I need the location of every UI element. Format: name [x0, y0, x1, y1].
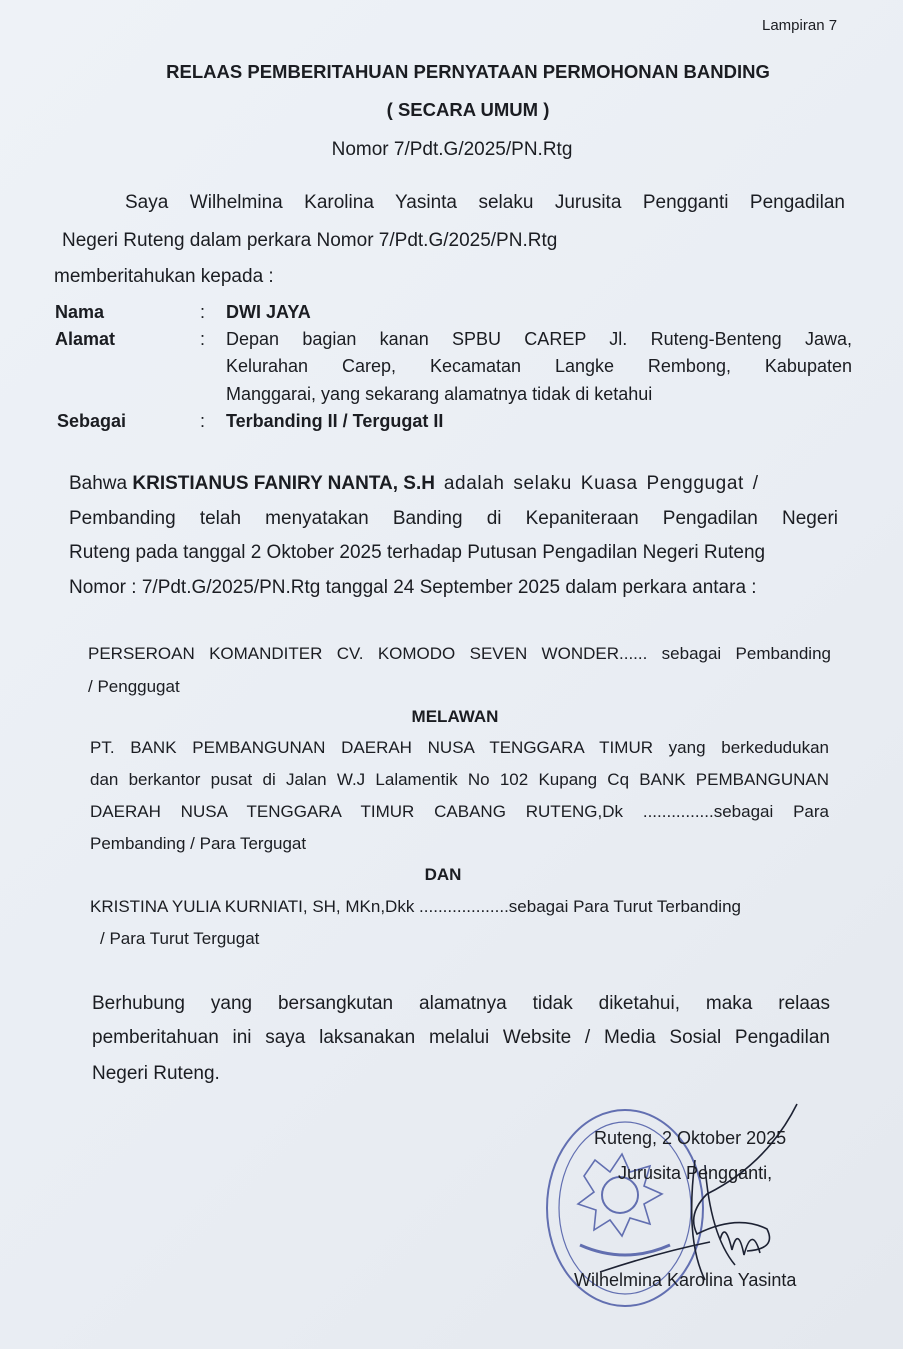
closing-line: Berhubung yang bersangkutan alamatnya tidak diketahui, maka relaas — [92, 994, 830, 1014]
party-line: / Penggugat — [88, 677, 180, 696]
attorney-name: KRISTIANUS FANIRY NANTA, S.H — [132, 473, 435, 494]
party-line: Pembanding / Para Tergugat — [90, 834, 307, 853]
signature-position: Jurusita Pengganti, — [618, 1163, 773, 1183]
document-title: RELAAS PEMBERITAHUAN PERNYATAAN PERMOHONAN BANDING — [166, 61, 770, 82]
body-text: adalah selaku Kuasa Penggugat / — [434, 473, 759, 494]
closing-line: Negeri Ruteng. — [92, 1063, 220, 1084]
party-line: / Para Turut Tergugat — [100, 929, 260, 948]
address-label: Alamat — [55, 329, 116, 349]
party-line: dan berkantor pusat di Jalan W.J Lalamentik No 102 Kupang Cq BANK PEMBANGUNAN — [90, 771, 829, 789]
intro-line: memberitahukan kepada : — [54, 266, 274, 287]
colon: : — [200, 329, 206, 349]
address-line: Manggarai, yang sekarang alamatnya tidak di ketahui — [226, 384, 653, 404]
document-number: Nomor 7/Pdt.G/2025/PN.Rtg — [331, 139, 573, 160]
body-line: Nomor : 7/Pdt.G/2025/PN.Rtg tanggal 24 September 2025 dalam perkara antara : — [69, 577, 757, 598]
body-line: Pembanding telah menyatakan Banding di Kepaniteraan Pengadilan Negeri — [69, 509, 838, 529]
address-line: Kelurahan Carep, Kecamatan Langke Rembong, Kabupaten — [226, 357, 852, 376]
recipient-role: Terbanding II / Tergugat II — [226, 411, 444, 431]
signature-place-date: Ruteng, 2 Oktober 2025 — [594, 1128, 787, 1148]
recipient-name: DWI JAYA — [226, 302, 311, 322]
body-text: Bahwa — [69, 473, 133, 494]
party-line: PT. BANK PEMBANGUNAN DAERAH NUSA TENGGARA TIMUR yang berkedudukan — [90, 739, 829, 757]
closing-line: pemberitahuan ini saya laksanakan melalui Website / Media Sosial Pengadilan — [92, 1028, 830, 1048]
role-label: Sebagai — [57, 411, 127, 431]
intro-line: Negeri Ruteng dalam perkara Nomor 7/Pdt.G/2025/PN.Rtg — [62, 230, 558, 251]
colon: : — [200, 411, 206, 431]
document-subtitle: ( SECARA UMUM ) — [386, 99, 550, 120]
name-label: Nama — [55, 302, 105, 322]
appendix-label: Lampiran 7 — [762, 17, 838, 34]
body-line: Ruteng pada tanggal 2 Oktober 2025 terhadap Putusan Pengadilan Negeri Ruteng — [69, 542, 766, 563]
party-line: KRISTINA YULIA KURNIATI, SH, MKn,Dkk ...................sebagai Para Turut Terbanding — [90, 897, 741, 916]
intro-line: Saya Wilhelmina Karolina Yasinta selaku Jurusita Pengganti Pengadilan — [125, 193, 845, 213]
party-line: PERSEROAN KOMANDITER CV. KOMODO SEVEN WONDER...... sebagai Pembanding — [88, 645, 831, 663]
address-line: Depan bagian kanan SPBU CAREP Jl. Ruteng-Benteng Jawa, — [226, 330, 852, 349]
colon: : — [200, 302, 206, 322]
party-line: DAERAH NUSA TENGGARA TIMUR CABANG RUTENG,Dk ...............sebagai Para — [90, 803, 829, 821]
versus-label: MELAWAN — [411, 707, 499, 726]
signatory-name: Wilhelmina Karolina Yasinta — [574, 1270, 797, 1290]
and-label: DAN — [424, 865, 462, 884]
